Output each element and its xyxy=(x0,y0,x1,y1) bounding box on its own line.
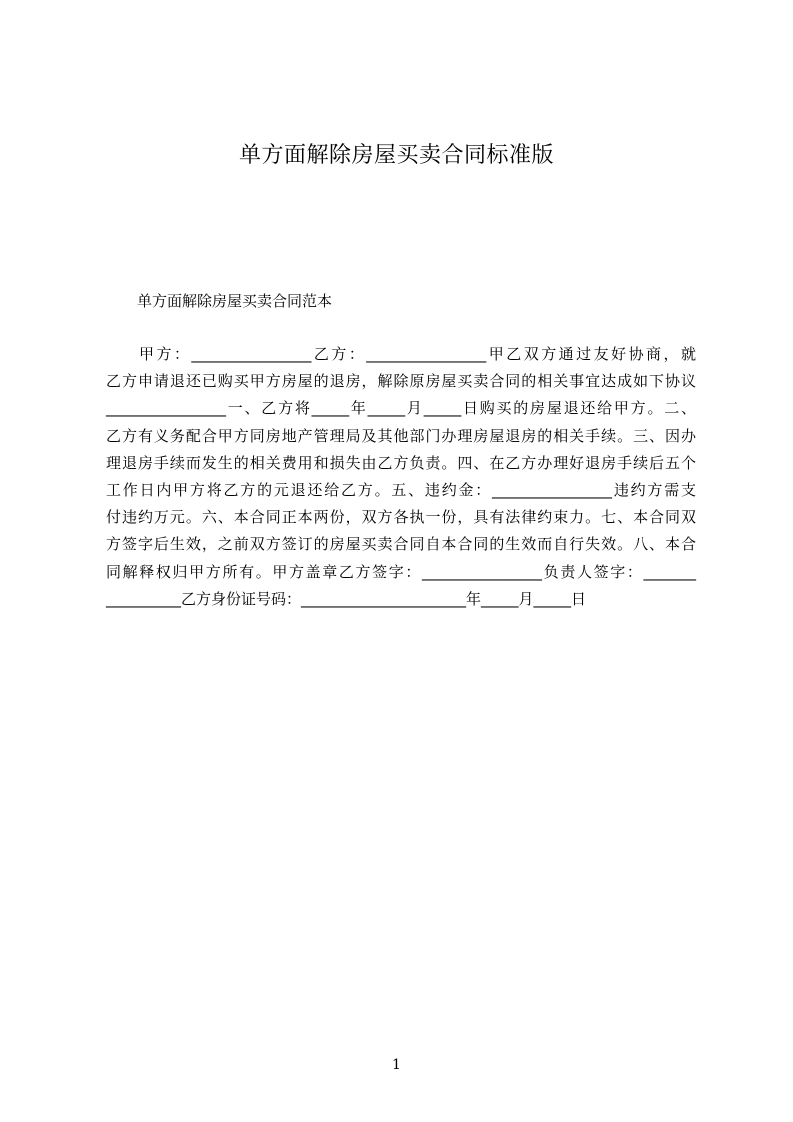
body-line: 乙方有义务配合甲方同房地产管理局及其他部门办理房屋退房的相关手续。三、因办 xyxy=(106,426,696,445)
body-line: 甲方：________________乙方：________________甲乙双方通过友好协商，就 xyxy=(139,345,696,363)
page-number: 1 xyxy=(392,1057,401,1073)
body-line: ________________一、乙方将_____年_____月_____日购买的房屋退还给甲方。二、 xyxy=(106,399,696,418)
document-subtitle: 单方面解除房屋买卖合同范本 xyxy=(137,292,333,310)
contract-body xyxy=(106,341,696,613)
body-line: 工作日内甲方将乙方的元退还给乙方。五、违约金：________________违约方需支 xyxy=(106,481,696,500)
body-line: 付违约万元。六、本合同正本两份，双方各执一份，具有法律约束力。七、本合同双 xyxy=(106,508,696,527)
body-line: 理退房手续而发生的相关费用和损失由乙方负责。四、在乙方办理好退房手续后五个 xyxy=(106,453,696,472)
body-line: 乙方申请退还已购买甲方房屋的退房，解除原房屋买卖合同的相关事宜达成如下协议 xyxy=(106,372,696,391)
body-line: 同解释权归甲方所有。甲方盖章乙方签字：________________负责人签字：_______ xyxy=(106,562,696,581)
body-line: __________乙方身份证号码：______________________年_____月_____日 xyxy=(106,589,587,608)
document-title: 单方面解除房屋买卖合同标准版 xyxy=(238,143,554,168)
body-line: 方签字后生效，之前双方签订的房屋买卖合同自本合同的生效而自行失效。八、本合 xyxy=(106,535,696,554)
